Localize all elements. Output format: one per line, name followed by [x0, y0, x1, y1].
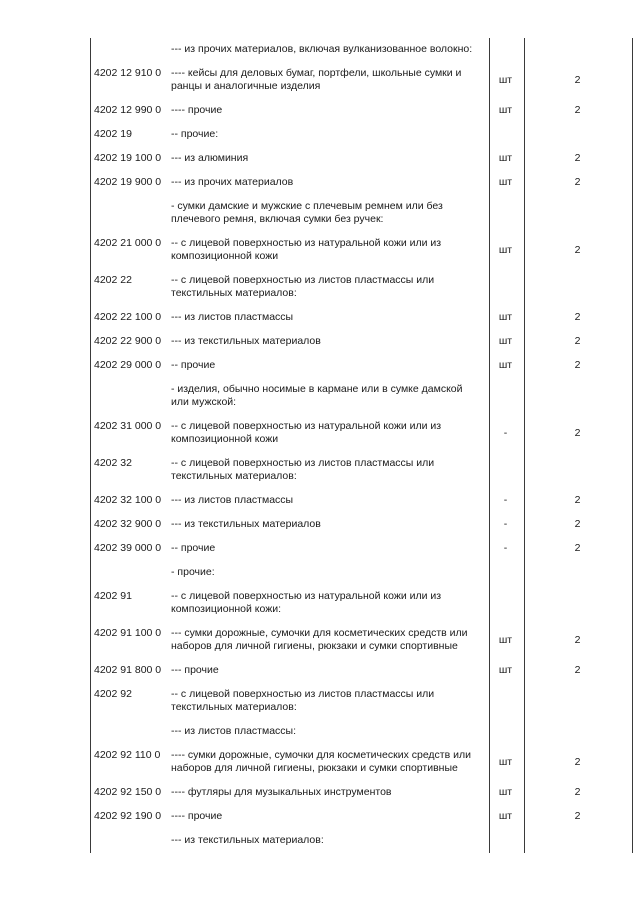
rate-cell: 2	[574, 810, 581, 822]
unit-cell: шт	[498, 810, 513, 822]
code-cell: 4202 92 190 0	[94, 810, 162, 822]
table-row	[91, 720, 632, 744]
rate-cell: 2	[574, 786, 581, 798]
description-cell: --- из текстильных материалов	[171, 518, 321, 530]
rate-cell: 2	[574, 494, 581, 506]
unit-cell: шт	[498, 311, 513, 323]
description-cell: --- из листов пластмассы	[171, 494, 294, 506]
rate-cell: 2	[574, 335, 581, 347]
rate-cell	[523, 195, 632, 232]
unit-cell: шт	[498, 664, 513, 676]
description-cell: --- из текстильных материалов:	[171, 834, 324, 846]
table-row	[91, 805, 632, 829]
rate-cell: 2	[574, 176, 581, 188]
rate-cell	[523, 829, 632, 853]
unit-cell	[488, 720, 523, 744]
table-row	[91, 147, 632, 171]
description-cell: -- с лицевой поверхностью из натуральной кожи или из композиционной кожи	[171, 237, 442, 262]
description-cell: -- прочие	[171, 542, 216, 554]
rate-cell: 2	[574, 633, 581, 646]
code-cell: 4202 22 900 0	[94, 335, 162, 347]
code-cell: 4202 19 100 0	[94, 152, 162, 164]
description-cell: - прочие:	[171, 566, 215, 578]
code-cell: 4202 39 000 0	[94, 542, 162, 554]
table-row	[91, 415, 632, 452]
code-cell: 4202 91 800 0	[94, 664, 162, 676]
unit-cell	[488, 123, 523, 147]
code-cell: 4202 92 150 0	[94, 786, 162, 798]
code-cell	[91, 195, 171, 232]
code-cell: 4202 12 910 0	[94, 67, 162, 79]
rate-cell	[523, 378, 632, 415]
table-row	[91, 829, 632, 853]
table-row	[91, 232, 632, 269]
unit-cell: -	[503, 426, 508, 439]
code-cell	[91, 561, 171, 585]
unit-cell: шт	[498, 335, 513, 347]
description-cell: -- с лицевой поверхностью из листов пластмассы или текстильных материалов:	[171, 457, 435, 482]
unit-cell: шт	[498, 73, 513, 86]
description-cell: -- с лицевой поверхностью из натуральной кожи или из композиционной кожи	[171, 420, 442, 445]
table-row	[91, 378, 632, 415]
table-row	[91, 306, 632, 330]
unit-cell	[488, 269, 523, 306]
code-cell: 4202 21 000 0	[94, 237, 162, 249]
rate-cell: 2	[574, 243, 581, 256]
rate-cell: 2	[574, 104, 581, 116]
code-cell: 4202 22 100 0	[94, 311, 162, 323]
table-vline	[489, 38, 490, 853]
table-row	[91, 489, 632, 513]
description-cell: ---- футляры для музыкальных инструментов	[171, 786, 392, 798]
unit-cell: шт	[498, 176, 513, 188]
rate-cell	[523, 452, 632, 489]
rate-cell	[523, 269, 632, 306]
table-row	[91, 744, 632, 781]
code-cell: 4202 19 900 0	[94, 176, 162, 188]
rate-cell	[523, 123, 632, 147]
description-cell: -- прочие	[171, 359, 216, 371]
rate-cell: 2	[574, 359, 581, 371]
code-cell: 4202 32 100 0	[94, 494, 162, 506]
unit-cell: шт	[498, 755, 513, 768]
table-row	[91, 781, 632, 805]
description-cell: --- прочие	[171, 664, 219, 676]
table-row	[91, 659, 632, 683]
description-cell: --- из текстильных материалов	[171, 335, 321, 347]
rate-cell	[523, 561, 632, 585]
description-cell: --- из листов пластмассы:	[171, 725, 297, 737]
code-cell: 4202 91	[94, 590, 132, 602]
rate-cell	[523, 38, 632, 62]
unit-cell: -	[503, 542, 508, 554]
unit-cell	[488, 38, 523, 62]
code-cell	[91, 38, 171, 62]
description-cell: - изделия, обычно носимые в кармане или в сумке дамской или мужской:	[171, 383, 463, 408]
table-row	[91, 622, 632, 659]
description-cell: ---- кейсы для деловых бумаг, портфели, школьные сумки и ранцы и аналогичные изделия	[171, 67, 462, 92]
table-row	[91, 269, 632, 306]
rate-cell	[523, 720, 632, 744]
unit-cell: шт	[498, 243, 513, 256]
code-cell: 4202 32 900 0	[94, 518, 162, 530]
table-row	[91, 62, 632, 99]
rate-cell	[523, 585, 632, 622]
unit-cell: -	[503, 494, 508, 506]
unit-cell: шт	[498, 633, 513, 646]
unit-cell	[488, 829, 523, 853]
tariff-table	[90, 38, 633, 853]
unit-cell	[488, 561, 523, 585]
description-cell: ---- прочие	[171, 104, 223, 116]
rate-cell: 2	[574, 152, 581, 164]
description-cell: -- прочие:	[171, 128, 219, 140]
table-row	[91, 99, 632, 123]
unit-cell: -	[503, 518, 508, 530]
description-cell: -- с лицевой поверхностью из листов пластмассы или текстильных материалов:	[171, 688, 435, 713]
rate-cell: 2	[574, 542, 581, 554]
unit-cell: шт	[498, 152, 513, 164]
code-cell: 4202 12 990 0	[94, 104, 162, 116]
code-cell	[91, 378, 171, 415]
table-row	[91, 330, 632, 354]
table-row	[91, 513, 632, 537]
table-row	[91, 585, 632, 622]
code-cell: 4202 32	[94, 457, 132, 469]
description-cell: ---- прочие	[171, 810, 223, 822]
code-cell: 4202 31 000 0	[94, 420, 162, 432]
table-row	[91, 123, 632, 147]
description-cell: -- с лицевой поверхностью из натуральной кожи или из композиционной кожи:	[171, 590, 442, 615]
table-vline	[524, 38, 525, 853]
table-row	[91, 354, 632, 378]
description-cell: --- из алюминия	[171, 152, 249, 164]
description-cell: --- из прочих материалов, включая вулканизованное волокно:	[171, 43, 473, 55]
table-row	[91, 452, 632, 489]
rate-cell: 2	[574, 73, 581, 86]
table-row	[91, 683, 632, 720]
unit-cell	[488, 585, 523, 622]
rate-cell: 2	[574, 664, 581, 676]
description-cell: --- сумки дорожные, сумочки для косметических средств или наборов для личной гигиены, рюкзаки и сумки спортивные	[171, 627, 468, 652]
description-cell: -- с лицевой поверхностью из листов пластмассы или текстильных материалов:	[171, 274, 435, 299]
unit-cell: шт	[498, 786, 513, 798]
rate-cell: 2	[574, 518, 581, 530]
rate-cell	[523, 683, 632, 720]
table-row	[91, 38, 632, 62]
rate-cell: 2	[574, 426, 581, 439]
table-row	[91, 537, 632, 561]
unit-cell	[488, 378, 523, 415]
table-row	[91, 171, 632, 195]
description-cell: --- из листов пластмассы	[171, 311, 294, 323]
rate-cell: 2	[574, 755, 581, 768]
code-cell: 4202 92	[94, 688, 132, 700]
description-cell: ---- сумки дорожные, сумочки для косметических средств или наборов для личной гигиены, рюкзаки и сумки спортивные	[171, 749, 471, 774]
code-cell: 4202 29 000 0	[94, 359, 162, 371]
description-cell: - сумки дамские и мужские с плечевым ремнем или без плечевого ремня, включая сумки без ручек:	[171, 200, 443, 225]
code-cell: 4202 22	[94, 274, 132, 286]
rate-cell: 2	[574, 311, 581, 323]
description-cell: --- из прочих материалов	[171, 176, 294, 188]
code-cell	[91, 829, 171, 853]
code-cell: 4202 92 110 0	[94, 749, 161, 761]
code-cell: 4202 19	[94, 128, 132, 140]
unit-cell	[488, 683, 523, 720]
code-cell: 4202 91 100 0	[94, 627, 162, 639]
code-cell	[91, 720, 171, 744]
unit-cell: шт	[498, 359, 513, 371]
table-row	[91, 195, 632, 232]
unit-cell	[488, 452, 523, 489]
unit-cell	[488, 195, 523, 232]
table-row	[91, 561, 632, 585]
unit-cell: шт	[498, 104, 513, 116]
